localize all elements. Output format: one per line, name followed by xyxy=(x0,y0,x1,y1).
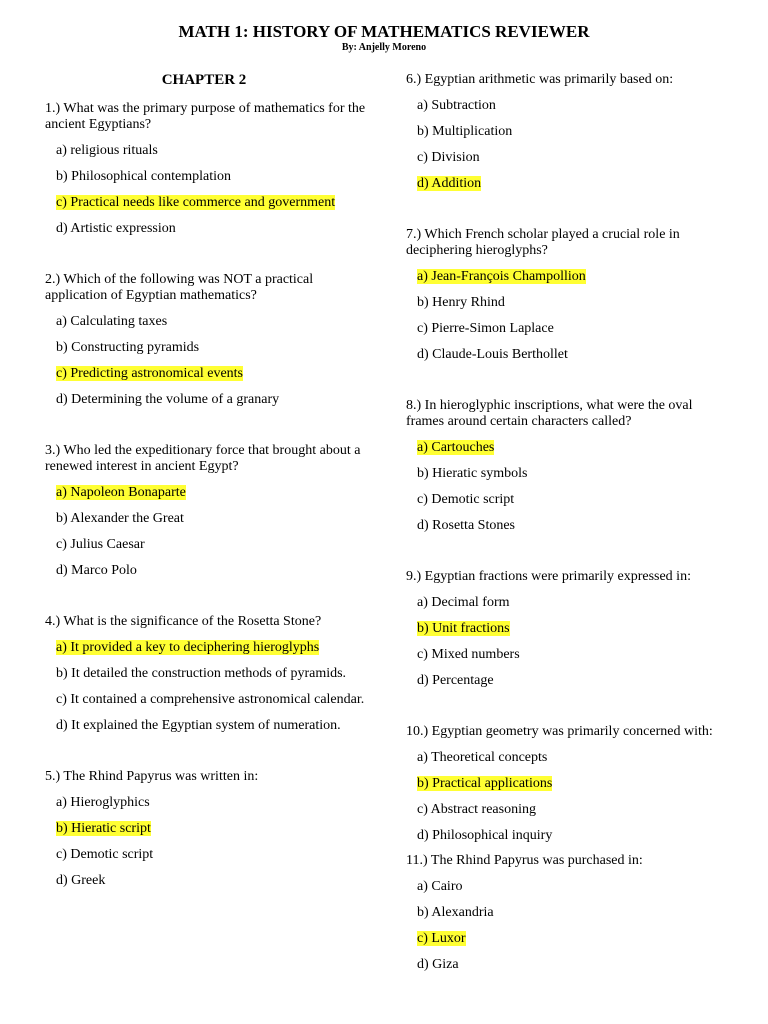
answer-option xyxy=(417,879,494,905)
answer-option-label: c) Pierre-Simon Laplace xyxy=(417,321,554,336)
answer-option xyxy=(56,221,335,247)
correct-answer-highlight: c) Luxor xyxy=(417,931,466,946)
answer-option-label: b) Hieratic symbols xyxy=(417,466,528,481)
answer-option xyxy=(56,485,186,511)
answer-option xyxy=(417,440,527,466)
answer-option-label: a) religious rituals xyxy=(56,143,158,158)
answer-option xyxy=(56,143,335,169)
answer-option-label: a) Hieroglyphics xyxy=(56,795,150,810)
question-stem: 6.) Egyptian arithmetic was primarily based on: xyxy=(406,72,674,87)
answer-option xyxy=(417,595,520,621)
answer-option-label: b) It detailed the construction methods of pyramids. xyxy=(56,666,347,681)
correct-answer-highlight: b) Unit fractions xyxy=(417,621,510,636)
question-stem: 10.) Egyptian geometry was primarily concerned with: xyxy=(406,724,713,739)
correct-answer-highlight: b) Practical applications xyxy=(417,776,553,791)
answer-option xyxy=(56,795,153,821)
answer-option xyxy=(56,666,364,692)
answer-option xyxy=(56,511,186,537)
answer-option xyxy=(417,176,512,202)
answer-option-label: b) Constructing pyramids xyxy=(56,340,200,355)
question-5 xyxy=(45,769,367,888)
question-stem: 9.) Egyptian fractions were primarily expressed in: xyxy=(406,569,691,584)
answer-option xyxy=(56,640,364,666)
answer-option xyxy=(56,392,279,418)
question-stem: 5.) The Rhind Papyrus was written in: xyxy=(45,769,259,784)
question-stem: 3.) Who led the expeditionary force that brought about a renewed interest in ancient Egypt? xyxy=(45,443,361,474)
answer-option xyxy=(417,905,494,931)
answer-option xyxy=(56,537,186,563)
answer-option xyxy=(417,802,552,828)
answer-option-label: c) Demotic script xyxy=(56,847,154,862)
answer-option-label: d) Marco Polo xyxy=(56,563,137,578)
correct-answer-highlight: a) It provided a key to deciphering hieroglyphs xyxy=(56,640,320,655)
answer-option-label: d) Giza xyxy=(417,957,459,972)
correct-answer-highlight: d) Addition xyxy=(417,176,482,191)
question-stem: 11.) The Rhind Papyrus was purchased in: xyxy=(406,853,643,868)
answer-option xyxy=(56,314,279,340)
answer-option xyxy=(56,340,279,366)
page-title: MATH 1: HISTORY OF MATHEMATICS REVIEWER xyxy=(178,22,590,41)
answer-option-label: d) It explained the Egyptian system of numeration. xyxy=(56,718,341,733)
answer-option-label: d) Greek xyxy=(56,873,106,888)
answer-option-label: a) Decimal form xyxy=(417,595,510,610)
answer-option xyxy=(417,321,586,347)
correct-answer-highlight: a) Jean-François Champollion xyxy=(417,269,586,284)
answer-option xyxy=(417,347,586,373)
answer-option-label: d) Artistic expression xyxy=(56,221,176,236)
answer-option-label: b) Henry Rhind xyxy=(417,295,505,310)
answer-option xyxy=(56,692,364,718)
question-8 xyxy=(406,398,726,533)
answer-option-label: b) Philosophical contemplation xyxy=(56,169,231,184)
question-stem: 8.) In hieroglyphic inscriptions, what were the oval frames around certain characters called? xyxy=(406,398,693,429)
answer-option xyxy=(417,931,494,957)
question-stem: 4.) What is the significance of the Rosetta Stone? xyxy=(45,614,322,629)
answer-option-label: b) Alexandria xyxy=(417,905,494,920)
question-stem: 7.) Which French scholar played a crucial role in deciphering hieroglyphs? xyxy=(406,227,680,258)
correct-answer-highlight: a) Napoleon Bonaparte xyxy=(56,485,186,500)
question-2 xyxy=(45,272,367,407)
answer-option xyxy=(417,647,520,673)
correct-answer-highlight: c) Practical needs like commerce and government xyxy=(56,195,336,210)
author-line: By: Anjelly Moreno xyxy=(341,42,427,53)
question-1 xyxy=(45,101,367,236)
answer-option xyxy=(417,492,527,518)
answer-option xyxy=(417,269,586,295)
question-7 xyxy=(406,227,726,362)
answer-option-label: d) Determining the volume of a granary xyxy=(56,392,280,407)
correct-answer-highlight: c) Predicting astronomical events xyxy=(56,366,243,381)
answer-option xyxy=(56,195,335,221)
correct-answer-highlight: a) Cartouches xyxy=(417,440,495,455)
answer-option xyxy=(417,673,520,699)
question-10 xyxy=(406,724,726,843)
answer-option xyxy=(417,957,494,983)
answer-option xyxy=(56,873,153,899)
answer-option xyxy=(56,821,153,847)
answer-option xyxy=(417,295,586,321)
answer-option xyxy=(56,847,153,873)
answer-option xyxy=(417,828,552,854)
chapter-heading: CHAPTER 2 xyxy=(161,72,247,88)
answer-option xyxy=(56,366,279,392)
question-9 xyxy=(406,569,726,688)
answer-option-label: d) Claude-Louis Berthollet xyxy=(417,347,568,362)
answer-option xyxy=(417,150,512,176)
answer-option xyxy=(417,776,552,802)
answer-option xyxy=(417,750,552,776)
answer-option xyxy=(56,169,335,195)
answer-option-label: a) Calculating taxes xyxy=(56,314,168,329)
answer-option-label: a) Subtraction xyxy=(417,98,496,113)
question-stem: 2.) Which of the following was NOT a practical application of Egyptian mathematics? xyxy=(45,272,314,303)
question-3 xyxy=(45,443,367,578)
question-11 xyxy=(406,853,726,972)
answer-option-label: c) Mixed numbers xyxy=(417,647,520,662)
answer-option-label: c) Abstract reasoning xyxy=(417,802,536,817)
answer-option-label: d) Percentage xyxy=(417,673,494,688)
answer-option-label: b) Alexander the Great xyxy=(56,511,184,526)
answer-option-label: c) Demotic script xyxy=(417,492,515,507)
question-stem: 1.) What was the primary purpose of mathematics for the ancient Egyptians? xyxy=(45,101,366,132)
correct-answer-highlight: b) Hieratic script xyxy=(56,821,151,836)
answer-option-label: a) Cairo xyxy=(417,879,463,894)
answer-option xyxy=(417,98,512,124)
answer-option-label: a) Theoretical concepts xyxy=(417,750,548,765)
answer-option-label: c) Julius Caesar xyxy=(56,537,145,552)
answer-option-label: c) Division xyxy=(417,150,480,165)
answer-option xyxy=(56,563,186,589)
answer-option-label: c) It contained a comprehensive astronomical calendar. xyxy=(56,692,365,707)
question-6 xyxy=(406,72,726,191)
answer-option-label: b) Multiplication xyxy=(417,124,513,139)
answer-option-label: d) Philosophical inquiry xyxy=(417,828,553,843)
question-4 xyxy=(45,614,367,733)
answer-option xyxy=(417,621,520,647)
answer-option xyxy=(56,718,364,744)
answer-option xyxy=(417,466,527,492)
answer-option xyxy=(417,518,527,544)
answer-option xyxy=(417,124,512,150)
answer-option-label: d) Rosetta Stones xyxy=(417,518,515,533)
